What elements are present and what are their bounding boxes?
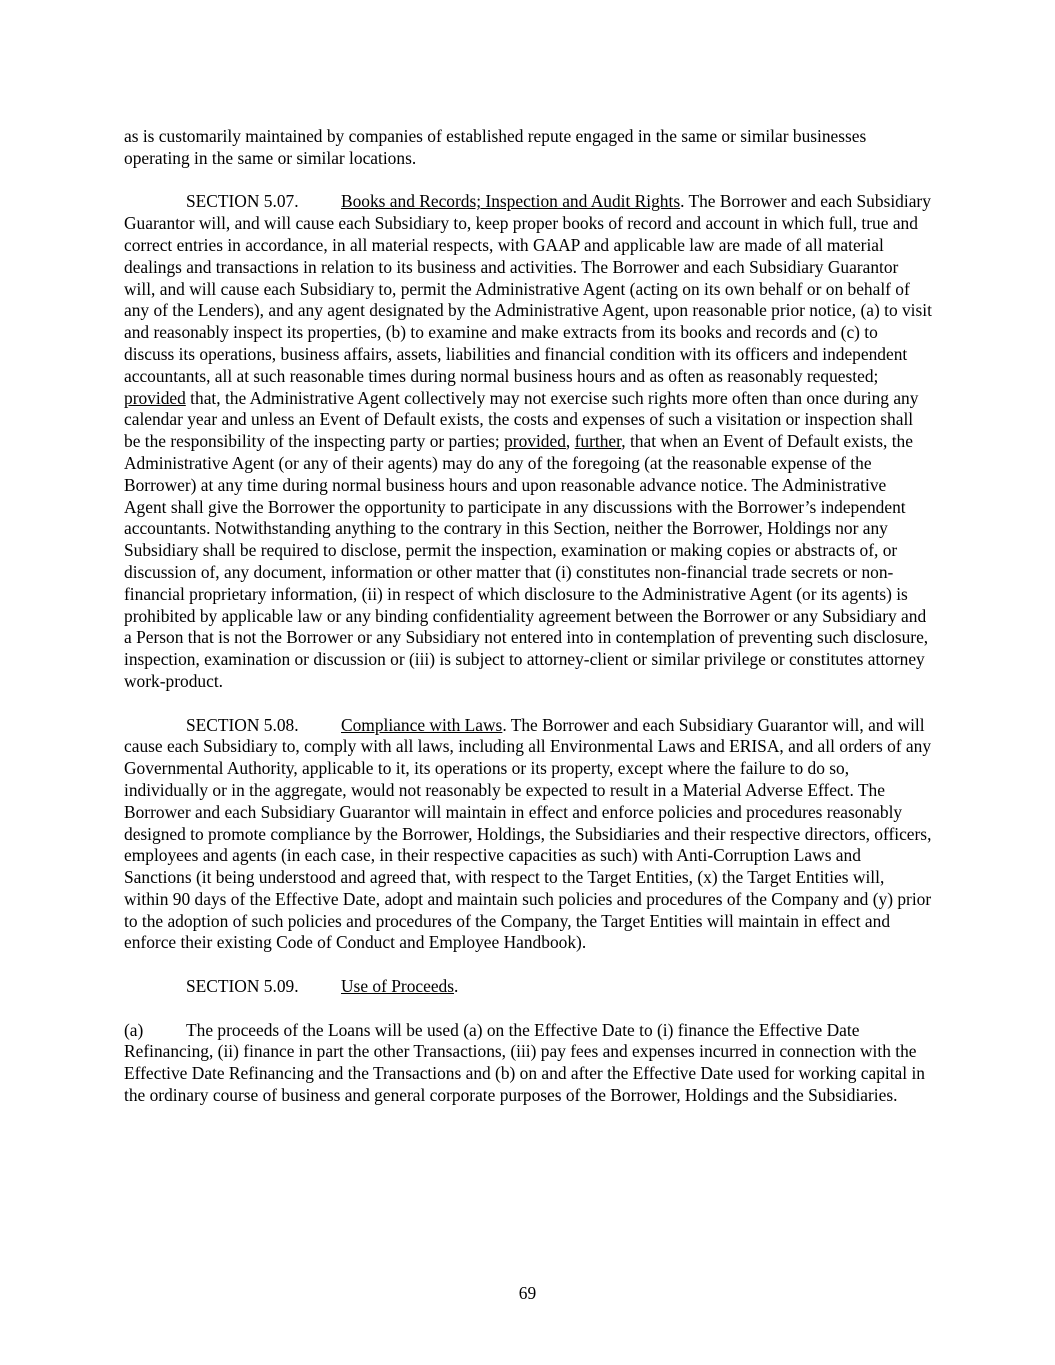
continuation-paragraph: as is customarily maintained by companies of established repute engaged in the same or similar businesses operating in the same or similar locations. (124, 126, 867, 168)
defined-term: provided (504, 431, 566, 452)
section-5-08-paragraph (124, 715, 932, 955)
section-text: that, the Administrative Agent collectively may not exercise such rights more often than once during any calendar year and unless an Event of Default exists, the costs and expenses of such a visitation or inspection shall be the responsibility of the inspecting party or parties; (124, 387, 919, 452)
section-5-07-paragraph (124, 191, 932, 692)
section-number: SECTION 5.08. (186, 714, 299, 735)
section-text: , (565, 431, 575, 452)
section-text: . The Borrower and each Subsidiary Guarantor will, and will cause each Subsidiary to, comply with all laws, including all Environmental Laws and ERISA, and all orders of any Governmental Authority, applicable to it, its operations or its property, except where the failure to do so, individually or in the aggregate, would not reasonably be expected to result in a Material Adverse Effect. The Borrower and each Subsidiary Guarantor will maintain in effect and enforce policies and procedures reasonably designed to promote compliance by the Borrower, Holdings, the Subsidiaries and their respective directors, officers, employees and agents (in each case, in their respective capacities as such) with Anti-Corruption Laws and Sanctions (it being understood and agreed that, with respect to the Target Entities, (x) the Target Entities will, within 90 days of the Effective Date, adopt and maintain such policies and procedures of the Company and (y) prior to the adoption of such policies and procedures of the Company, the Target Entities will maintain in effect and enforce their existing Code of Conduct and Employee Handbook). (124, 714, 932, 953)
section-number: SECTION 5.07. (186, 191, 299, 212)
defined-term: further (574, 431, 622, 452)
document-body (124, 126, 932, 1129)
section-title: Books and Records; Inspection and Audit Rights (341, 191, 681, 212)
section-title: Use of Proceeds (341, 976, 455, 997)
subsection-label: (a) (124, 1019, 144, 1040)
section-text: . The Borrower and each Subsidiary Guarantor will, and will cause each Subsidiary to, keep proper books of record and account in which full, true and correct entries in accordance, in all material respects, with GAAP and applicable law are made of all material dealings and transactions in relation to its business and activities. The Borrower and each Subsidiary Guarantor will, and will cause each Subsidiary to, permit the Administrative Agent (acting on its own behalf or on behalf of any of the Lenders), and any agent designated by the Administrative Agent, upon reasonable prior notice, (a) to visit and reasonably inspect its properties, (b) to examine and make extracts from its books and records and (c) to discuss its operations, business affairs, assets, liabilities and financial condition with its officers and independent accountants, all at such reasonable times during normal business hours and as often as reasonably requested; (124, 191, 932, 386)
section-text: . (454, 976, 459, 997)
section-text: , that when an Event of Default exists, the Administrative Agent (or any of their agents) may do any of the foregoing (at the reasonable expense of the Borrower) at any time during normal business hours and upon reasonable advance notice. The Administrative Agent shall give the Borrower the opportunity to participate in any discussions with the Borrower’s independent accountants. Notwithstanding anything to the contrary in this Section, neither the Borrower, Holdings nor any Subsidiary shall be required to disclose, permit the inspection, examination or making copies or abstracts of, or discussion of, any document, information or other matter that (i) constitutes non-financial trade secrets or non-financial proprietary information, (ii) in respect of which disclosure to the Administrative Agent (or its agents) is prohibited by applicable law or any binding confidentiality agreement between the Borrower or any Subsidiary and a Person that is not the Borrower or any Subsidiary not entered into in contemplation of preventing such disclosure, inspection, examination or discussion or (iii) is subject to attorney-client or similar privilege or constitutes attorney work-product. (124, 431, 929, 691)
defined-term: provided (124, 387, 186, 408)
section-5-09-a-paragraph (124, 1020, 932, 1107)
subsection-text: The proceeds of the Loans will be used (a) on the Effective Date to (i) finance the Effective Date Refinancing, (ii) finance in part the other Transactions, (iii) pay fees and expenses incurred in connection with the Effective Date Refinancing and the Transactions and (b) on and after the Effective Date used for working capital in the ordinary course of business and general corporate purposes of the Borrower, Holdings and the Subsidiaries. (124, 1019, 925, 1106)
page-number: 69 (518, 1283, 537, 1303)
section-title: Compliance with Laws (341, 714, 503, 735)
section-number: SECTION 5.09. (186, 976, 299, 997)
section-5-09-paragraph (124, 976, 932, 998)
